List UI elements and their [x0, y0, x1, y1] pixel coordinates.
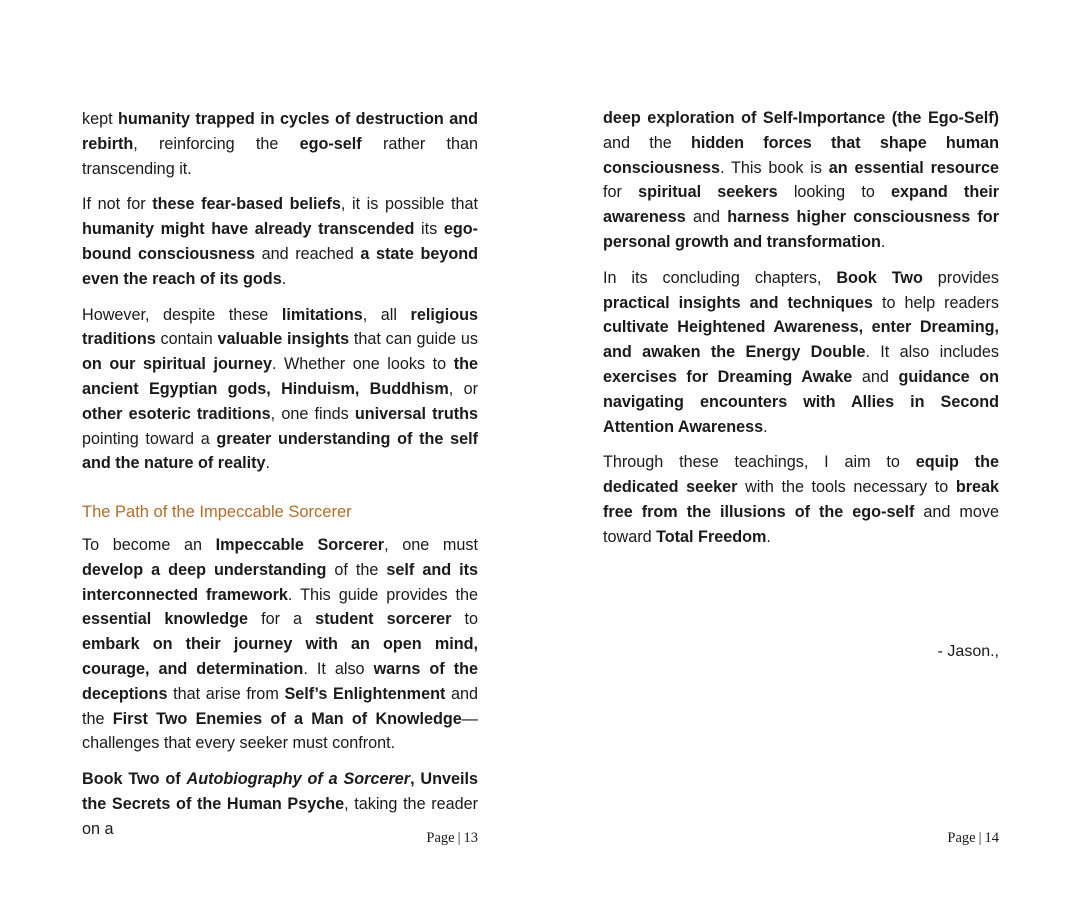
page-number: 13 [463, 830, 478, 846]
body-text: of the [326, 560, 387, 579]
body-text: and [852, 367, 899, 386]
emphasis-text: the ancient Egyptian gods, Hinduism, Buddhism [82, 355, 478, 398]
emphasis-text: develop a deep understanding [82, 560, 327, 579]
emphasis-text: self and its interconnected framework [82, 560, 478, 604]
emphasis-text: Book Two of [82, 770, 187, 789]
body-text: , all [362, 305, 411, 324]
body-text: and the [82, 684, 478, 728]
body-text: . [265, 454, 270, 473]
emphasis-text: guidance on navigating encounters with Allies in Second Attention Awareness [603, 367, 999, 436]
body-text: , one must [384, 535, 478, 554]
left-paragraph-1 [82, 107, 478, 181]
page-footer-left [82, 830, 478, 847]
emphasis-text: deep exploration of Self-Importance (the Ego-Self) [603, 109, 999, 127]
body-text: its [414, 220, 444, 239]
body-text: , one finds [270, 404, 355, 423]
page-label: Page [947, 830, 976, 846]
emphasis-text: , Unveils the Secrets of the Human Psyche [82, 770, 479, 813]
emphasis-text: other esoteric traditions [82, 404, 271, 423]
emphasis-text: valuable insights [217, 330, 350, 349]
body-text: that can guide us [349, 330, 478, 349]
right-paragraph-3 [603, 450, 999, 549]
body-text: and move toward [603, 502, 999, 546]
body-text: , taking the reader on a [82, 794, 478, 838]
page-separator: | [457, 830, 461, 846]
body-text: . [766, 527, 771, 546]
body-text: for a [248, 610, 316, 629]
emphasis-text: Autobiography of a Sorcerer [186, 770, 411, 789]
emphasis-text: religious traditions [82, 305, 478, 349]
section-heading: The Path of the Impeccable Sorcerer [82, 503, 352, 522]
emphasis-text: an essential resource [828, 158, 999, 177]
emphasis-text: exercises for Dreaming Awake [603, 367, 853, 386]
emphasis-text: embark on their journey with an open mind, courage, and determination [82, 635, 478, 678]
body-text: provides [922, 268, 999, 287]
page-label: Page [426, 830, 455, 846]
page-right [540, 0, 1080, 900]
body-text: To become an [82, 535, 216, 554]
right-text-column [603, 106, 999, 664]
emphasis-text: hidden forces that shape human consciousness [603, 133, 999, 177]
body-text: and reached [255, 244, 361, 263]
body-text: to help readers [872, 293, 999, 312]
emphasis-text: humanity trapped in cycles of destruction and rebirth [82, 110, 478, 153]
emphasis-text: ego-bound consciousness [82, 220, 478, 263]
body-text: , it is possible that [340, 195, 478, 214]
body-text: that arise from [167, 684, 285, 703]
emphasis-text: practical insights and techniques [603, 293, 873, 312]
emphasis-text: essential knowledge [82, 610, 249, 629]
emphasis-text: Self’s Enlightenment [284, 684, 446, 703]
emphasis-text: limitations [281, 305, 363, 324]
emphasis-text: expand their awareness [603, 183, 1000, 227]
left-paragraph-2 [82, 192, 478, 291]
body-text: . It also includes [865, 343, 999, 362]
body-text: —challenges that every seeker must confront. [82, 709, 478, 753]
body-text: , reinforcing the [133, 134, 300, 153]
body-text: . [763, 417, 768, 436]
emphasis-text: equip the dedicated seeker [603, 453, 999, 497]
page-footer-right [603, 830, 999, 847]
emphasis-text: spiritual seekers [638, 183, 778, 202]
body-text: to [451, 610, 479, 629]
body-text: If not for [82, 195, 153, 214]
emphasis-text: Book Two [836, 268, 923, 287]
body-text: with the tools necessary to [737, 478, 956, 497]
emphasis-text: cultivate Heightened Awareness, enter Dreaming, and awaken the Energy Double [603, 318, 999, 362]
body-text: . It also [303, 659, 374, 678]
emphasis-text: these fear-based beliefs [152, 195, 341, 214]
body-text: In its concluding chapters, [603, 268, 837, 287]
emphasis-text: warns of the deceptions [82, 659, 478, 703]
body-text: . [880, 232, 886, 251]
body-text: , or [448, 379, 478, 398]
body-text: rather than transcending it. [82, 134, 478, 178]
emphasis-text: student sorcerer [315, 610, 452, 629]
emphasis-text: harness higher consciousness for personal growth and transformation [603, 208, 999, 251]
body-text: for [603, 183, 639, 202]
emphasis-text: ego-self [299, 134, 362, 153]
body-text: looking to [777, 183, 892, 202]
body-text: . This guide provides the [287, 585, 478, 604]
body-text: contain [155, 330, 218, 349]
emphasis-text: a state beyond even the reach of its gods [82, 244, 478, 288]
emphasis-text: on our spiritual journey [82, 355, 272, 374]
page-separator: | [978, 830, 982, 846]
emphasis-text: greater understanding of the self and the nature of reality [82, 429, 478, 473]
right-paragraph-2 [603, 266, 999, 440]
body-text: pointing toward a [82, 429, 217, 448]
body-text: . This book is [719, 158, 829, 177]
emphasis-text: Impeccable Sorcerer [215, 535, 385, 554]
page-number: 14 [984, 830, 999, 846]
body-text: . [281, 269, 287, 288]
body-text: and [685, 208, 728, 227]
emphasis-text: First Two Enemies of a Man of Knowledge [112, 709, 462, 728]
body-text: and the [603, 133, 691, 152]
body-text: . Whether one looks to [271, 355, 454, 374]
emphasis-text: humanity might have already transcended [82, 220, 415, 239]
emphasis-text: Total Freedom [656, 527, 767, 546]
emphasis-text: break free from the illusions of the ego-self [603, 478, 1000, 521]
left-paragraph-3 [82, 303, 478, 477]
signature: - Jason., [937, 642, 999, 660]
body-text: However, despite these [82, 305, 282, 324]
left-paragraph-4 [82, 533, 478, 756]
body-text: kept [82, 110, 119, 128]
right-paragraph-1 [603, 106, 999, 255]
left-text-column [82, 107, 478, 853]
emphasis-text: universal truths [354, 404, 478, 423]
body-text: Through these teachings, I aim to [603, 453, 916, 472]
